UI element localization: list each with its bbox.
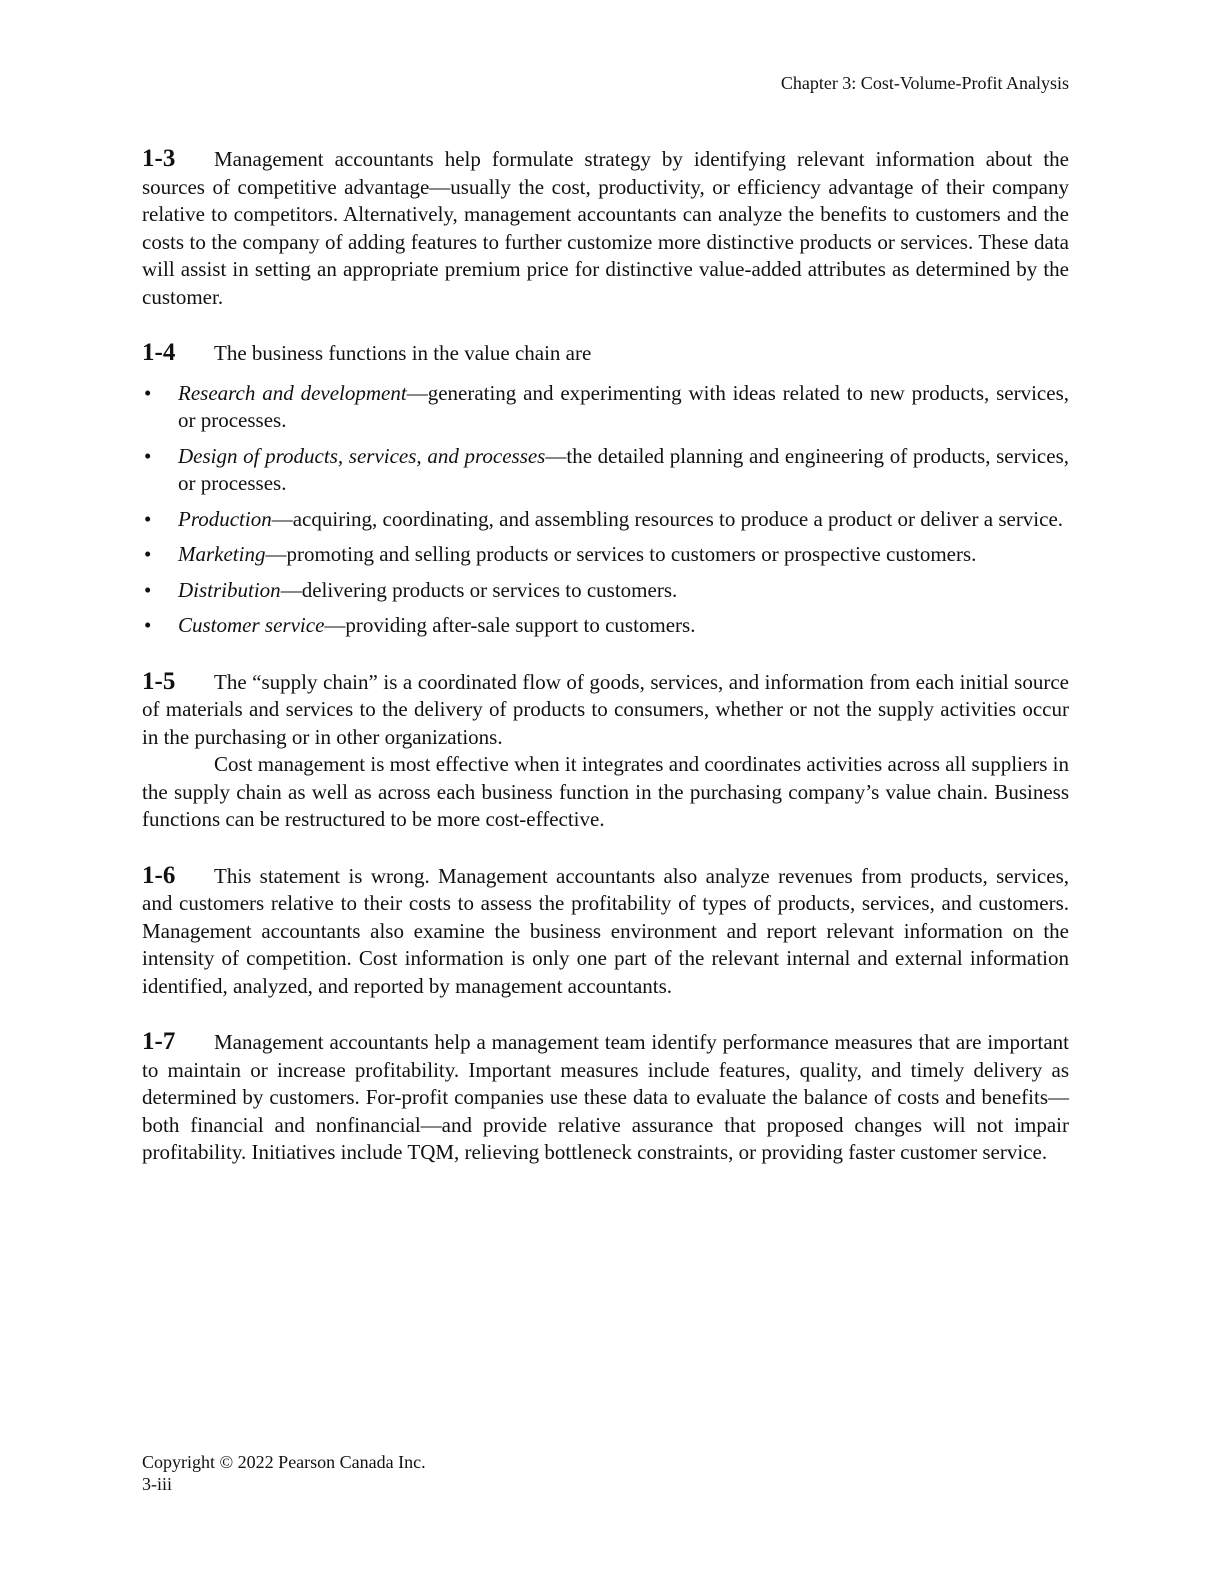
- bullet-icon: •: [144, 577, 152, 602]
- list-item: [142, 541, 1069, 569]
- bullet-icon: •: [144, 542, 152, 566]
- function-term: Marketing: [178, 542, 266, 566]
- function-term: Design of products, services, and processes: [178, 443, 546, 468]
- copyright-notice: Copyright © 2022 Pearson Canada Inc.: [142, 1452, 426, 1472]
- answer-1-6: [142, 862, 1069, 1001]
- bullet-icon: •: [144, 380, 152, 405]
- page-number: 3-iii: [142, 1474, 172, 1494]
- list-item: [142, 380, 1069, 435]
- answer-text: The “supply chain” is a coordinated flow of goods, services, and information from each initial source of materials and services to the delivery of products to consumers, whether or not the supply activities occur in the purchasing or in other organizations.: [142, 669, 1069, 749]
- list-item: [142, 443, 1069, 498]
- function-term: Production: [178, 506, 272, 531]
- function-description: —delivering products or services to customers.: [280, 577, 678, 602]
- function-term: Research and development: [178, 380, 407, 405]
- bullet-icon: •: [144, 443, 152, 468]
- function-description: —the detailed planning and engineering of products, services, or processes.: [178, 443, 1069, 495]
- answers-body: [142, 145, 1069, 1167]
- function-description: —promoting and selling products or services to customers or prospective customers.: [265, 542, 977, 566]
- function-term: Distribution: [178, 577, 281, 602]
- answer-number: 1-3: [142, 145, 176, 172]
- answer-number: 1-6: [142, 861, 176, 889]
- answer-1-5: [142, 668, 1069, 834]
- answer-number: 1-5: [142, 667, 176, 695]
- function-description: —generating and experimenting with ideas related to new products, services, or processes.: [178, 380, 1069, 432]
- list-item: [142, 612, 1069, 640]
- list-item: [142, 577, 1069, 605]
- bullet-icon: •: [144, 506, 152, 531]
- answer-text: Management accountants help formulate strategy by identifying relevant information about the sources of competitive advantage—usually the cost, productivity, or efficiency advantage of their company relative to competitors. Alternatively, management accountants can analyze the benefits to customers and the costs to the company of adding features to further customize more distinctive products or services. These data will assist in setting an appropriate premium price for distinctive value-added attributes as determined by the customer.: [142, 147, 1069, 309]
- answer-number: 1-4: [142, 339, 176, 366]
- bullet-icon: •: [144, 613, 152, 637]
- answer-text-continued: Cost management is most effective when it integrates and coordinates activities across all suppliers in the supply chain as well as across each business function in the purchasing company’s value chain. Business functions can be restructured to be more cost-effective.: [142, 752, 1069, 831]
- function-term: Customer service: [178, 613, 325, 637]
- answer-1-7: [142, 1028, 1069, 1167]
- value-chain-list: [142, 380, 1069, 640]
- page-footer: [142, 1451, 426, 1495]
- answer-number: 1-7: [142, 1028, 176, 1055]
- answer-text: Management accountants help a management team identify performance measures that are important to maintain or increase profitability. Important measures include features, quality, and timely delivery as determined by customers. For-profit companies use these data to evaluate the balance of costs and benefits—both financial and nonfinancial—and provide relative assurance that proposed changes will not impair profitability. Initiatives include TQM, relieving bottleneck constraints, or providing faster customer service.: [142, 1030, 1069, 1164]
- answer-1-4: [142, 339, 1069, 640]
- answer-text: This statement is wrong. Management accountants also analyze revenues from products, services, and customers relative to their costs to assess the profitability of types of products, services, and customers. Management accountants also examine the business environment and report relevant information on the intensity of competition. Cost information is only one part of the relevant internal and external information identified, analyzed, and reported by management accountants.: [142, 863, 1069, 998]
- function-description: —acquiring, coordinating, and assembling resources to produce a product or deliver a service.: [271, 506, 1064, 531]
- list-item: [142, 506, 1069, 534]
- function-description: —providing after-sale support to customers.: [324, 613, 696, 637]
- running-header: Chapter 3: Cost-Volume-Profit Analysis: [780, 73, 1069, 93]
- answer-text: The business functions in the value chain are: [214, 341, 592, 365]
- answer-1-3: [142, 145, 1069, 311]
